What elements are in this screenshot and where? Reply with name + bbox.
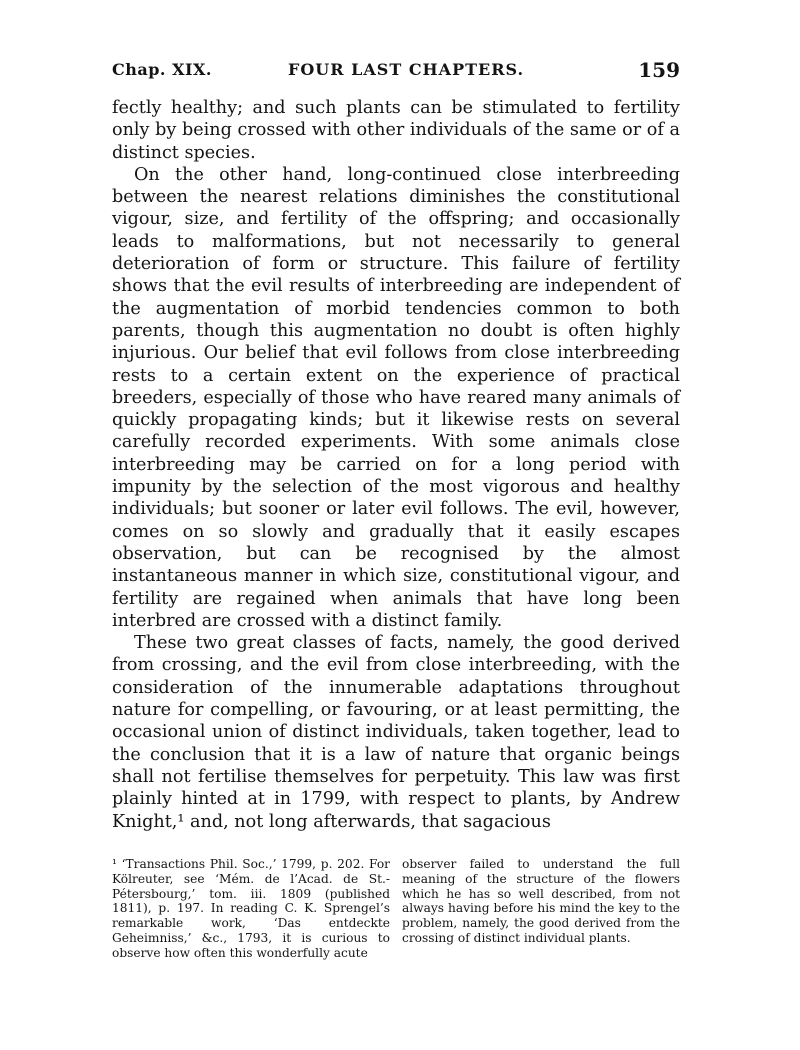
footnote-text-right: observer failed to understand the full meaning of the structure of the flowers which he has so well described, from not always having before his mind the key to the problem, namely, the good derived from the crossing of distinct individual plants. — [402, 857, 680, 945]
chapter-label: Chap. XIX. — [112, 60, 212, 79]
footnote — [112, 857, 680, 961]
paragraph-conclusion: These two great classes of facts, namely, the good derived from crossing, and the evil from close interbreeding, with the consideration of the innumerable adaptations throughout nature for compelling, or favouring, or at least permitting, the occasional union of distinct individuals, taken together, lead to the conclusion that it is a law of nature that organic beings shall not fertilise themselves for perpetuity. This law was first plainly hinted at in 1799, with respect to plants, by Andrew Knight,¹ and, not long afterwards, that sagacious — [112, 633, 680, 832]
running-header — [112, 58, 680, 84]
paragraph-continued: fectly healthy; and such plants can be stimulated to fertility only by being crossed with other individuals of the same or of a distinct species. — [112, 98, 680, 163]
footnote-column-right — [402, 857, 680, 961]
paragraph-interbreeding: On the other hand, long-continued close interbreeding between the nearest relations diminishes the constitutional vigour, size, and fertility of the offspring; and occasionally leads to malformations, but not necessarily to general deterioration of form or structure. This failure of fertility shows that the evil results of interbreeding are independent of the augmentation of morbid tendencies common to both parents, though this augmentation no doubt is often highly injurious. Our belief that evil follows from close interbreeding rests to a certain extent on the experience of practical breeders, especially of those who have reared many animals of quickly propagating kinds; but it likewise rests on several carefully recorded experiments. With some animals close interbreeding may be carried on for a long period with impunity by the selection of the most vigorous and healthy individuals; but sooner or later evil follows. The evil, however, comes on so slowly and gradually that it easily escapes observation, but can be recognised by the almost instantaneous manner in which size, constitutional vigour, and fertility are regained when animals that have long been interbred are crossed with a distinct family. — [112, 164, 680, 631]
body-text — [112, 97, 680, 833]
footnote-text-left: ¹ ‘Transactions Phil. Soc.,’ 1799, p. 202. For Kölreuter, see ‘Mém. de l’Acad. de St.-Pétersbourg,’ tom. iii. 1809 (published 1811), p. 197. In reading C. K. Sprengel’s remarkable work, ‘Das entdeckte Geheimniss,’ &c., 1793, it is curious to observe how often this wonderfully acute — [112, 857, 390, 960]
footnote-column-left — [112, 857, 390, 961]
page-number: 159 — [638, 58, 680, 82]
running-title: FOUR LAST CHAPTERS. — [288, 60, 525, 79]
